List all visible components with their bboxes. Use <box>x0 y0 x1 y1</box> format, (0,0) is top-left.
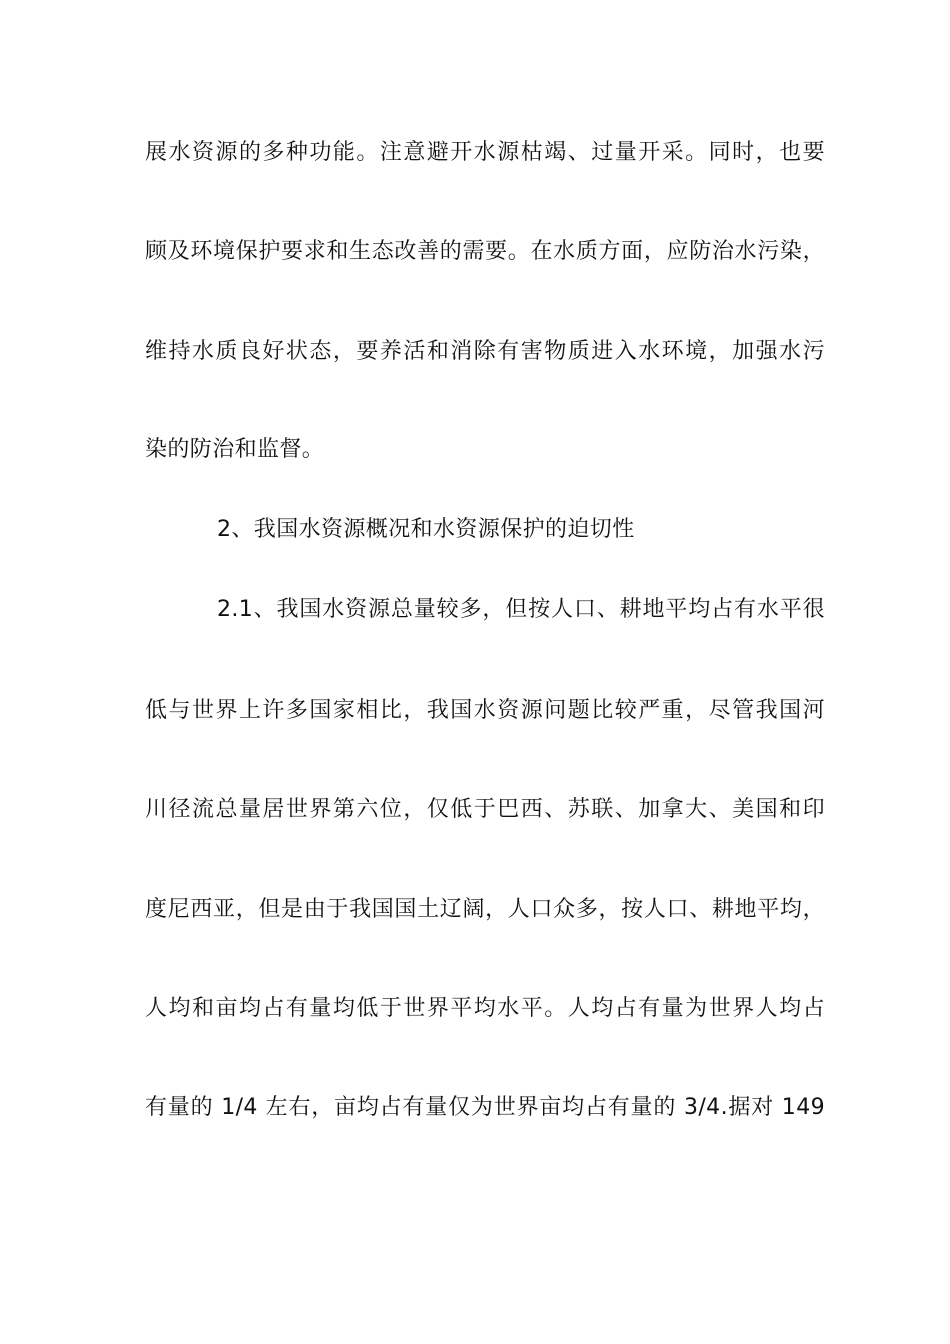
body-text-line: 川径流总量居世界第六位，仅低于巴西、苏联、加拿大、美国和印 <box>145 797 825 822</box>
body-text-line: 人均和亩均占有量均低于世界平均水平。人均占有量为世界人均占 <box>145 996 825 1021</box>
body-text-line: 有量的 1/4 左右，亩均占有量仅为世界亩均占有量的 3/4.据对 149 <box>145 1095 825 1120</box>
body-text-line: 染的防治和监督。 <box>145 437 325 462</box>
section-heading: 2、我国水资源概况和水资源保护的迫切性 <box>217 517 635 542</box>
body-text-line: 低与世界上许多国家相比，我国水资源问题比较严重，尽管我国河 <box>145 698 825 723</box>
body-text-line: 2.1、我国水资源总量较多，但按人口、耕地平均占有水平很 <box>217 597 825 622</box>
body-text-line: 顾及环境保护要求和生态改善的需要。在水质方面，应防治水污染， <box>145 239 825 264</box>
body-text-line: 度尼西亚，但是由于我国国土辽阔，人口众多，按人口、耕地平均， <box>145 897 825 922</box>
body-text-line: 展水资源的多种功能。注意避开水源枯竭、过量开采。同时，也要 <box>145 140 825 165</box>
body-text-line: 维持水质良好状态，要养活和消除有害物质进入水环境，加强水污 <box>145 339 825 364</box>
